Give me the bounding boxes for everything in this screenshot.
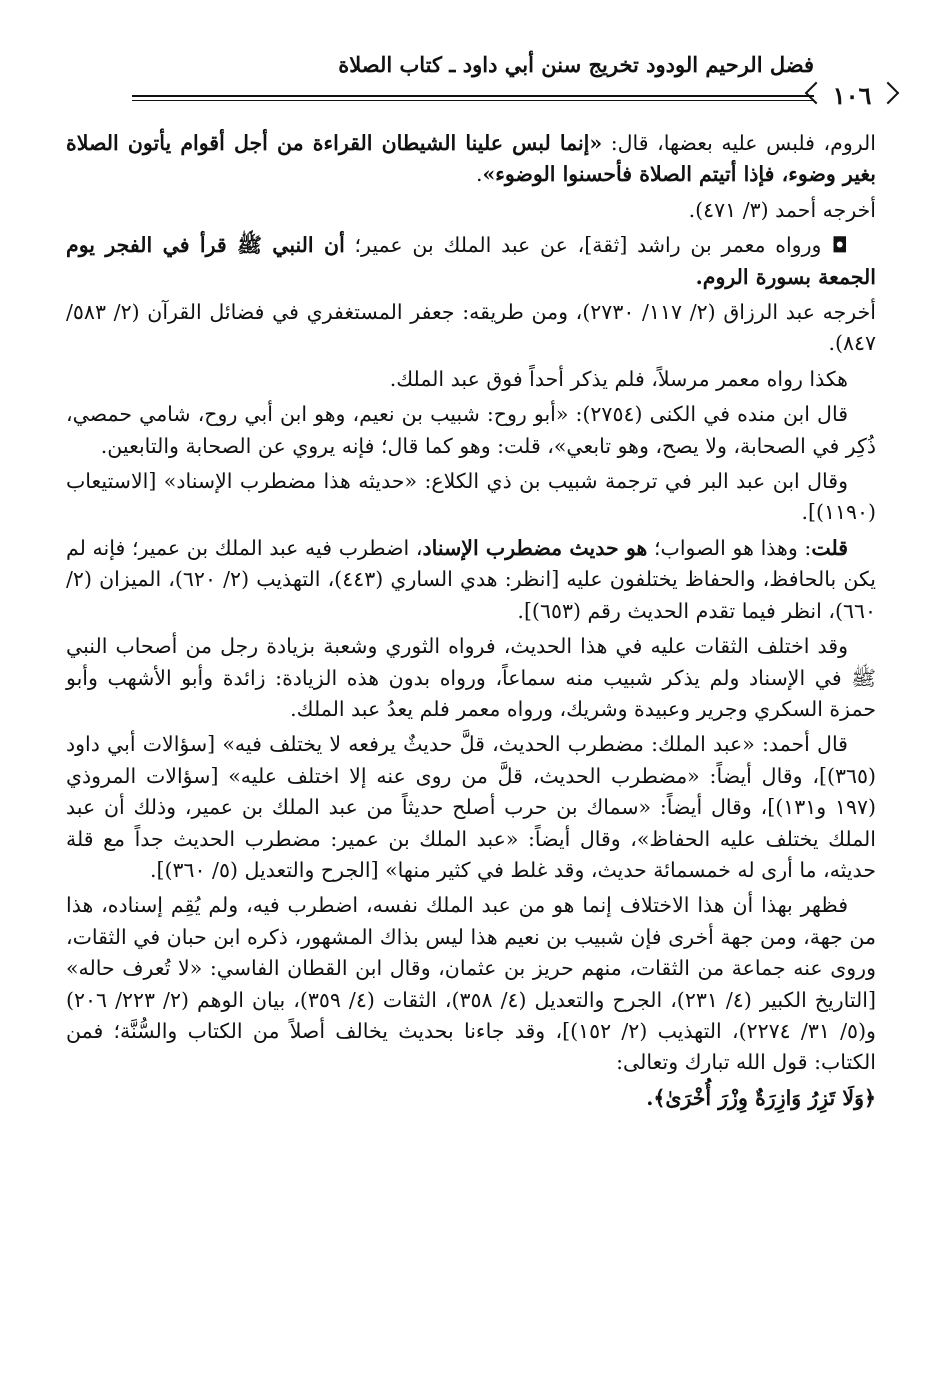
paragraph	[66, 230, 876, 293]
text-segment: قال ابن منده في الكنى (٢٧٥٤): «أبو روح: شبيب بن نعيم، وهو ابن أبي روح، شامي حمصي، ذُكِر في الصحابة، ولا يصح، وهو تابعي»، قلت: وهو كما قال؛ فإنه يروي عن الصحابة والتابعين.	[66, 402, 876, 458]
bold-text-segment: ◘	[821, 233, 848, 258]
text-segment: : وهذا هو الصواب؛	[647, 535, 812, 560]
page-header	[66, 0, 876, 108]
text-segment: فظهر بهذا أن هذا الاختلاف إنما هو من عبد الملك نفسه، اضطرب فيه، ولم يُقِم إسناده، هذا من جهة، ومن جهة أخرى فإن شبيب بن نعيم هذا ليس بذاك المشهور، ذكره ابن حبان في الثقات، وروى عنه جماعة من الثقات، منهم حريز بن عثمان، وقال ابن القطان الفاسي: «لا تُعرف حاله» [التاريخ الكبير (٤/ ٢٣١)، الجرح والتعديل (٤/ ٣٥٨)، الثقات (٤/ ٣٥٩)، بيان الوهم (٢/ ٢٢٣/ ٢٠٦) و(٥/ ٣١/ ٢٢٧٤)، التهذيب (٢/ ١٥٢)]، وقد جاءنا بحديث يخالف أصلاً من الكتاب والسُّنَّة؛ فمن الكتاب: قول الله تبارك وتعالى:	[66, 893, 876, 1075]
paragraph	[66, 1083, 876, 1114]
bold-text-segment: «إنما لبس علينا الشيطان القراءة من أجل أقوام يأتون الصلاة بغير وضوء، فإذا أتيتم الصلاة فأحسنوا الوضوء»	[66, 131, 876, 187]
running-title: فضل الرحيم الودود تخريج سنن أبي داود ـ كتاب الصلاة	[338, 52, 814, 77]
header-rule-right	[772, 95, 814, 101]
page-number: ١٠٦	[806, 80, 898, 110]
text-segment: وقال ابن عبد البر في ترجمة شبيب بن ذي الكلاع: «حديثه هذا مضطرب الإسناد» [الاستيعاب (١١٩٠)].	[66, 469, 876, 525]
text-segment: الروم، فلبس عليه بعضها، قال:	[602, 131, 876, 155]
bold-text-segment: أن النبي ﷺ قرأ في الفجر يوم الجمعة بسورة الروم.	[66, 233, 876, 289]
paragraph	[66, 890, 876, 1078]
text-segment: أخرجه أحمد (٣/ ٤٧١).	[688, 197, 876, 222]
bold-text-segment: ﴿وَلَا تَزِرُ وَازِرَةٌ وِزْرَ أُخْرَىٰ﴾.	[646, 1085, 876, 1110]
text-segment: ورواه معمر بن راشد [ثقة]، عن عبد الملك بن عمير؛	[344, 233, 822, 258]
header-rule-left	[132, 95, 802, 101]
text-segment: أخرجه عبد الرزاق (٢/ ١١٧/ ٢٧٣٠)، ومن طريقه: جعفر المستغفري في فضائل القرآن (٢/ ٥٨٣/ ٨٤٧).	[66, 300, 876, 356]
paragraph	[66, 195, 876, 226]
text-segment: وقد اختلف الثقات عليه في هذا الحديث، فرواه الثوري وشعبة بزيادة رجل من أصحاب النبي ﷺ في الإسناد ولم يذكر شبيب منه سماعاً، ورواه بدون هذه الزيادة: زائدة وأبو الأشهب وأبو حمزة السكري وجرير وعبيدة وشريك، ورواه معمر فلم يعدُ عبد الملك.	[66, 634, 877, 721]
paragraph	[66, 729, 876, 886]
paragraph	[66, 128, 876, 191]
body-text	[66, 128, 876, 1114]
paragraph	[66, 631, 876, 725]
text-segment: قال أحمد: «عبد الملك: مضطرب الحديث، قلَّ حديثٌ يرفعه لا يختلف فيه» [سؤالات أبي داود (٣٦٥)]، وقال أيضاً: «مضطرب الحديث، قلَّ من روى عنه إلا اختلف عليه» [سؤالات المروذي (١٩٧ و١٣١)]، وقال أيضاً: «سماك بن حرب أصلح حديثاً من عبد الملك بن عمير، وذلك أن عبد الملك يختلف عليه الحفاظ»، وقال أيضاً: «عبد الملك بن عمير: مضطرب الحديث جداً مع قلة حديثه، ما أرى له خمسمائة حديث، وقد غلط في كثير منها» [الجرح والتعديل (٥/ ٣٦٠)].	[66, 732, 876, 882]
paragraph	[66, 466, 876, 529]
paragraph	[66, 297, 876, 360]
paragraph	[66, 399, 876, 462]
text-segment: .	[475, 162, 483, 187]
text-segment: هكذا رواه معمر مرسلاً، فلم يذكر أحداً فوق عبد الملك.	[389, 366, 848, 391]
bold-text-segment: قلت	[811, 535, 849, 560]
paragraph	[66, 533, 876, 627]
bold-text-segment: هو حديث مضطرب الإسناد	[422, 535, 648, 560]
text-segment: ، اضطرب فيه عبد الملك بن عمير؛ فإنه لم يكن بالحافظ، والحفاظ يختلفون عليه [انظر: هدي الساري (٤٤٣)، التهذيب (٢/ ٦٢٠)، الميزان (٢/ ٦٦٠)، انظر فيما تقدم الحديث رقم (٦٥٣)].	[66, 535, 876, 623]
paragraph	[66, 364, 876, 395]
